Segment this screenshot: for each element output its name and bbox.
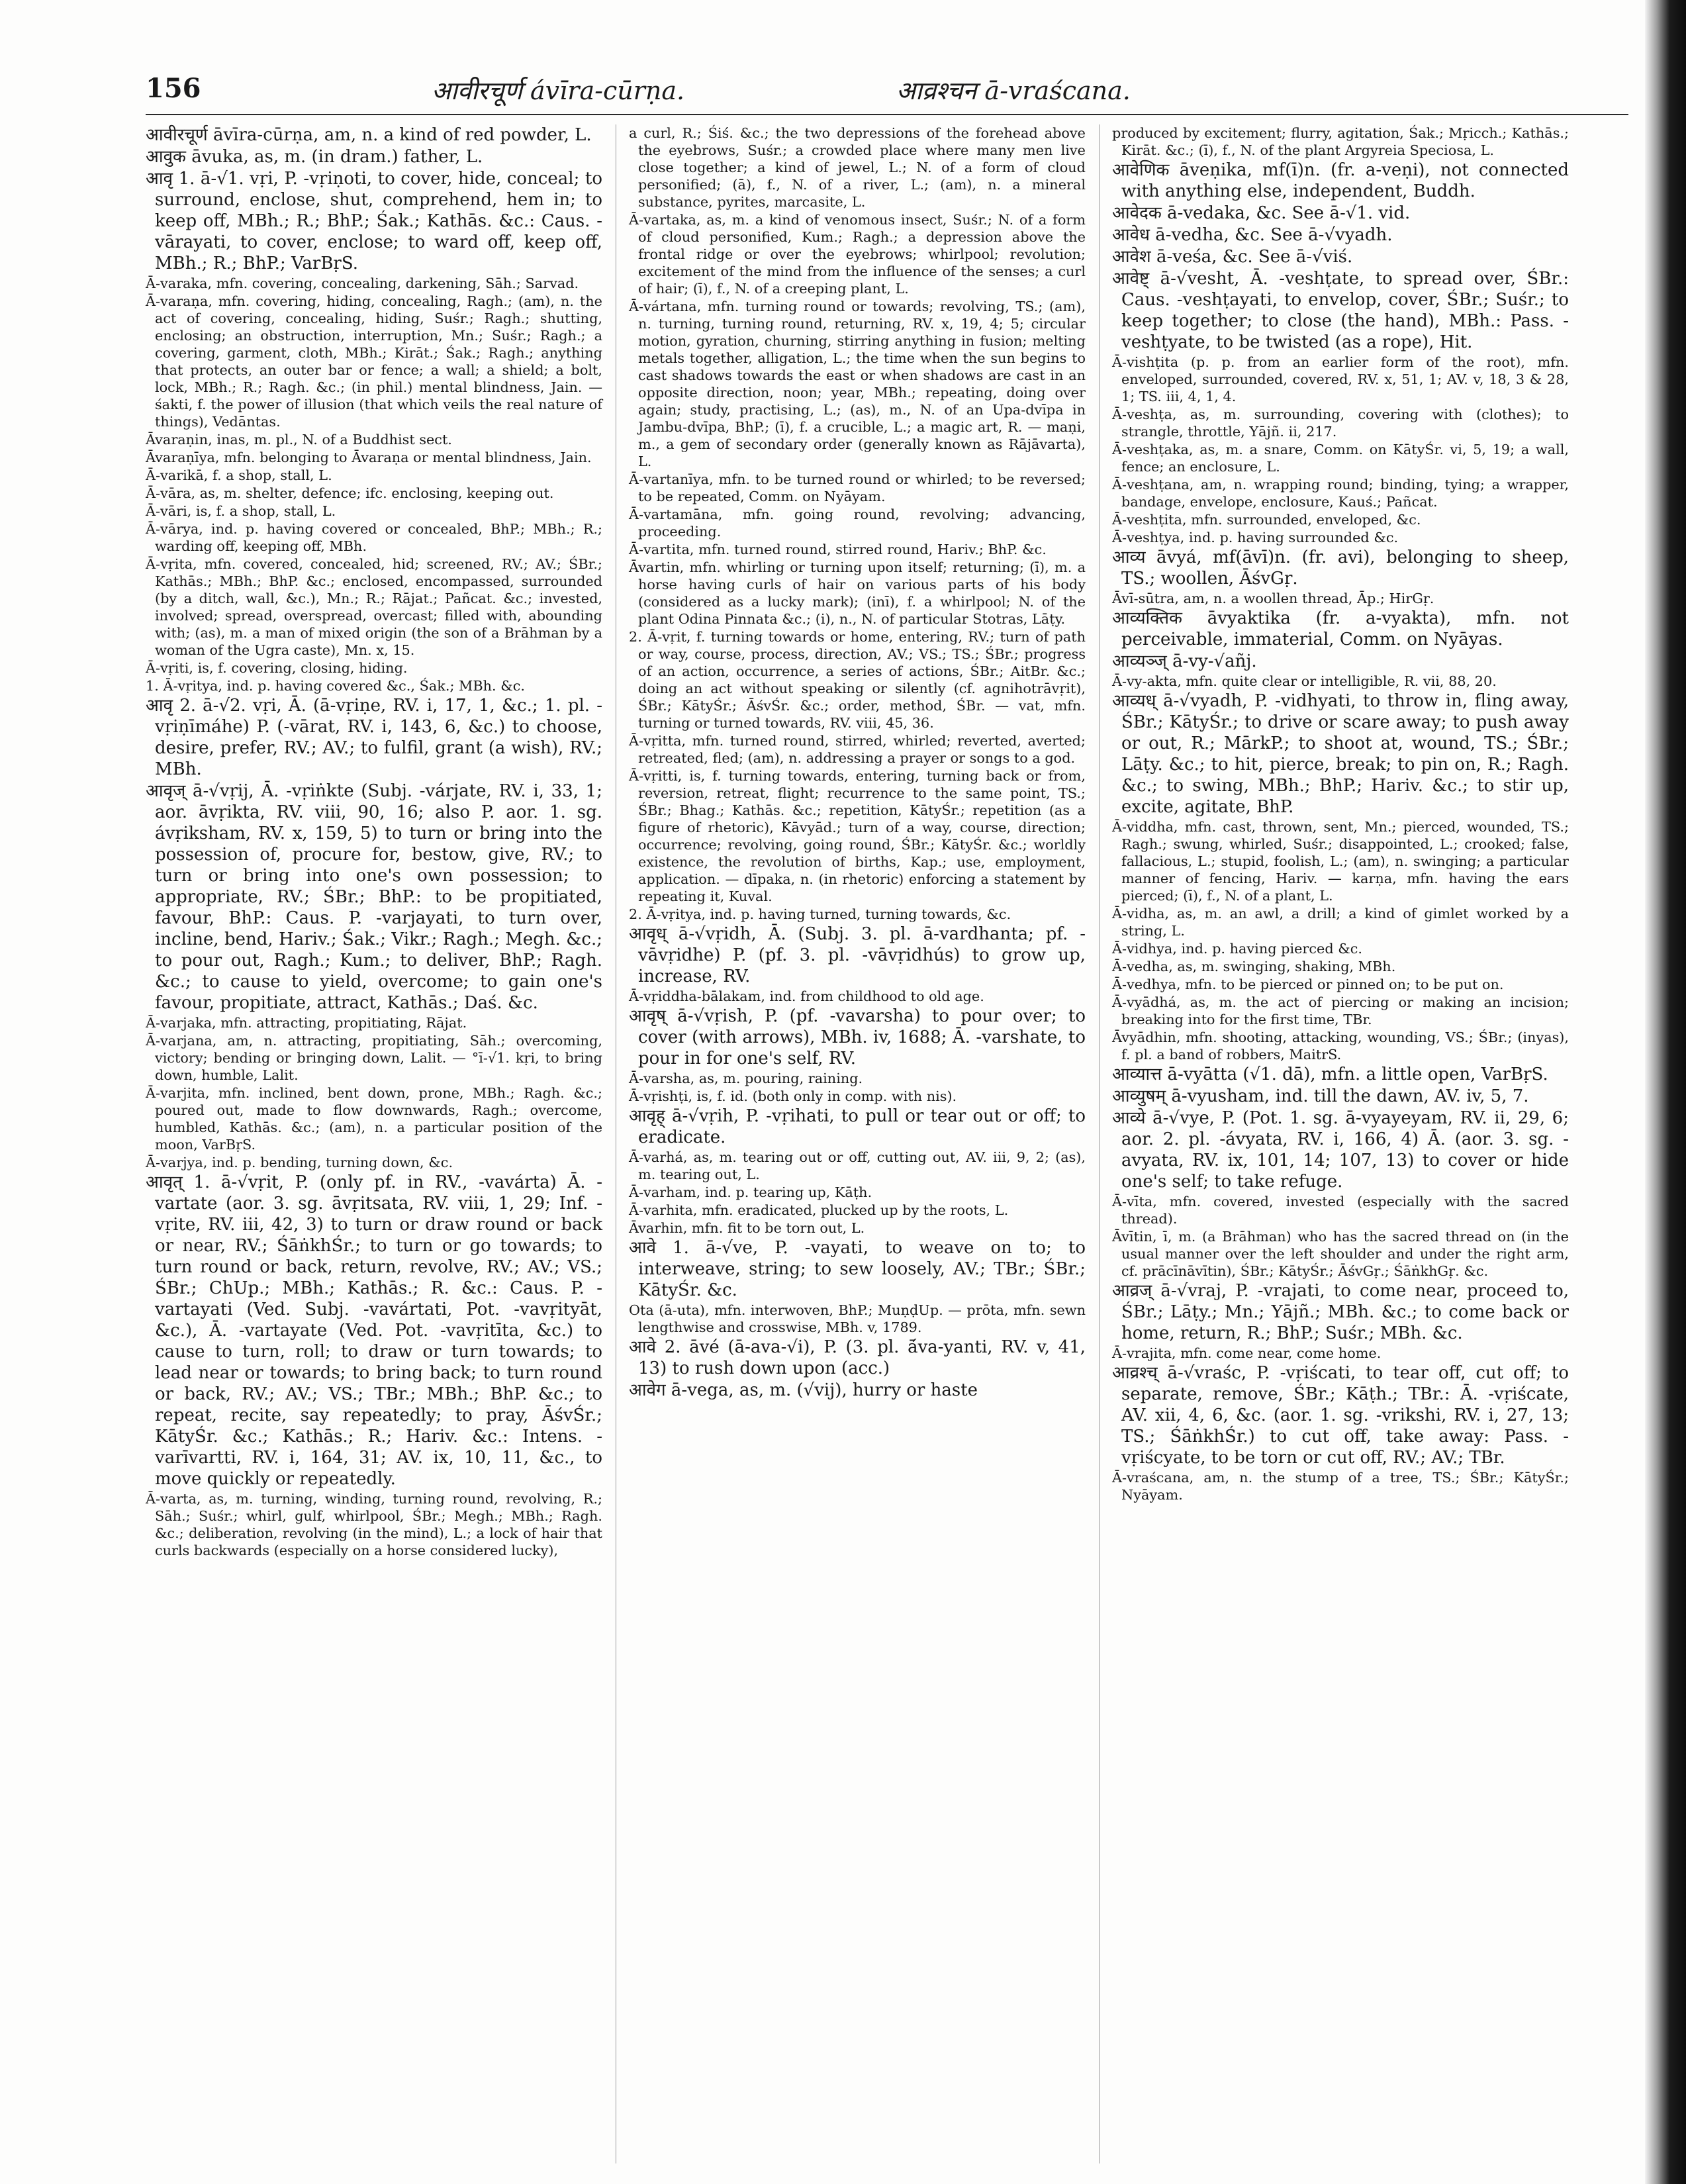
dictionary-entry: आवृध् ā-√vṛidh, Ā. (Subj. 3. pl. ā-vardhanta; pf. -vāvṛidhe) P. (pf. 3. pl. -vāvṛidhús) to grow up, increase, RV. (629, 924, 1086, 986)
dictionary-entry: Ā-varhá, as, m. tearing out or off, cutting out, AV. iii, 9, 2; (as), m. tearing out, L. (629, 1149, 1086, 1182)
dictionary-entry: Ā-vishṭita (p. p. from an earlier form of the root), mfn. enveloped, surrounded, covered, RV. x, 51, 1; AV. v, 18, 3 & 28, 1; TS. iii, 4, 1, 4. (1112, 354, 1569, 404)
dictionary-entry: आवीरचूर्ण āvīra-cūrṇa, am, n. a kind of red powder, L. (146, 125, 592, 145)
dictionary-entry: आवेणिक āveṇika, mf(ī)n. (fr. a-veṇi), not connected with anything else, independent, Buddh. (1112, 160, 1569, 201)
dictionary-entry: Ā-varsha, as, m. pouring, raining. (629, 1070, 863, 1086)
dictionary-entry: Ā-veshṭaka, as, m. a snare, Comm. on KātyŚr. vi, 5, 19; a wall, fence; an enclosure, L. (1112, 442, 1569, 475)
dictionary-entry: Ā-varjana, am, n. attracting, propitiating, Sāh.; overcoming, victory; bending or bringing down, Lalit. — °ī-√1. kṛi, to bring down, humble, Lalit. (146, 1033, 602, 1083)
dictionary-entry: Ā-varaka, mfn. covering, concealing, darkening, Sāh.; Sarvad. (146, 275, 579, 291)
dictionary-entry: Ā-vyādhá, as, m. the act of piercing or making an incision; breaking into for the first time, TBr. (1112, 994, 1569, 1027)
dictionary-entry: आवृ 2. ā-√2. vṛi, Ā. (ā-vṛiṇe, RV. i, 17, 1, &c.; 1. pl. -vṛiṇīmáhe) P. (-vārat, RV. i, 143, 6, &c.) to choose, desire, prefer, RV.; AV.; to fulfil, grant (a wish), RV.; MBh. (146, 696, 602, 779)
page-header (146, 73, 1602, 113)
dictionary-entry: आव्ये ā-√vye, P. (Pot. 1. sg. ā-vyayeyam, RV. ii, 29, 6; aor. 2. pl. -ávyata, RV. i, 166, 4) Ā. (aor. 3. sg. -avyata, RV. ix, 101, 14; 107, 13) to cover or hide one's self; to take refuge. (1112, 1108, 1569, 1192)
column-1 (146, 124, 602, 2170)
dictionary-entry: आव्रश्च् ā-√vraśc, P. -vṛiścati, to tear off, cut off; to separate, remove, ŚBr.; Kāṭh.; TBr.: Ā. -vṛiścate, AV. xii, 4, 6, &c. (aor. 1. sg. -vrikshi, RV. i, 27, 13; TS.; ŚāṅkhŚr.) to cut off, take away: Pass. -vṛiścyate, to be torn or cut off, RV.; AV.; TBr. (1112, 1363, 1569, 1468)
column-3 (1112, 124, 1569, 2170)
column-2 (629, 124, 1086, 2170)
dictionary-entry: Ā-vīta, mfn. covered, invested (especially with the sacred thread). (1112, 1194, 1569, 1227)
dictionary-entry: आवे 2. āvé (ā-ava-√i), P. (3. pl. ā́va-yanti, RV. v, 41, 13) to rush down upon (acc.) (629, 1337, 1086, 1378)
dictionary-entry: आवे 1. ā-√ve, P. -vayati, to weave on to; to interweave, string; to sew loosely, AV.; TBr.; ŚBr.; KātyŚr. &c. (629, 1238, 1086, 1300)
dictionary-entry: Āvartin, mfn. whirling or turning upon itself; returning; (ī), m. a horse having curls of hair on various parts of his body (considered as a lucky mark); (inī), f. a whirlpool; N. of the plant Odina Pinnata &c.; (i), n., N. of particular Stotras, Lāṭy. (629, 559, 1086, 627)
dictionary-entry: आव्यञ्ज् ā-vy-√añj. (1112, 651, 1257, 671)
header-last-word: आव्रश्चन ā-vraścana. (896, 76, 1131, 105)
dictionary-entry: Ā-veshṭita, mfn. surrounded, enveloped, &c. (1112, 512, 1421, 528)
dictionary-entry: आवृष् ā-√vṛish, P. (pf. -vavarsha) to pour over; to cover (with arrows), MBh. iv, 1688; Ā. -varshate, to pour in for one's self, RV. (629, 1006, 1086, 1068)
dictionary-entry: Ā-varham, ind. p. tearing up, Kāṭh. (629, 1184, 872, 1200)
dictionary-entry: Ā-vidhya, ind. p. having pierced &c. (1112, 941, 1363, 957)
dictionary-entry: produced by excitement; flurry, agitation, Śak.; Mṛicch.; Kathās.; Kirāt. &c.; (ī), f., N. of the plant Argyreia Speciosa, L. (1112, 125, 1569, 158)
dictionary-entry: Āvītin, ī, m. (a Brāhman) who has the sacred thread on (in the usual manner over the left shoulder and under the right arm, cf. prācīnāvītin), ŚBr.; KātyŚr.; ĀśvGṛ.; ŚāṅkhGṛ. &c. (1112, 1229, 1569, 1279)
dictionary-entry: Āvyādhin, mfn. shooting, attacking, wounding, VS.; ŚBr.; (inyas), f. pl. a band of robbers, MaitrS. (1112, 1029, 1569, 1063)
dictionary-entry: Ā-varjya, ind. p. bending, turning down, &c. (146, 1155, 453, 1170)
page-number: 156 (146, 73, 201, 104)
dictionary-entry: Ā-vidha, as, m. an awl, a drill; a kind of gimlet worked by a string, L. (1112, 906, 1569, 939)
dictionary-entry: Ā-varta, as, m. turning, winding, turning round, revolving, R.; Sāh.; Suśr.; whirl, gulf, whirlpool, ŚBr.; Megh.; MBh.; Ragh. &c.; deliberation, revolving (in the mind), L.; a lock of hair that curls backwards (especially on a horse considered lucky), (146, 1491, 602, 1558)
dictionary-entry: आवुक āvuka, as, m. (in dram.) father, L. (146, 147, 483, 167)
dictionary-entry: Ā-varhita, mfn. eradicated, plucked up by the roots, L. (629, 1202, 1009, 1218)
dictionary-entry: आवेदक ā-vedaka, &c. See ā-√1. vid. (1112, 203, 1411, 223)
dictionary-entry: Ā-vedhya, mfn. to be pierced or pinned on; to be put on. (1112, 976, 1504, 992)
dictionary-entry: Ā-vártana, mfn. turning round or towards; revolving, TS.; (am), n. turning, turning round, returning, RV. x, 19, 4; 5; circular motion, gyration, churning, stirring anything in fusion; melting metals together, alligation, L.; the time when the sun begins to cast shadows towards the east or when shadows are cast in an opposite direction, noon; year, MBh.; repeating, doing over again; study, practising, L.; (as), m., N. of an Upa-dvīpa in Jambu-dvīpa, BhP.; (ī), f. a crucible, L.; a magic art, R. — maṇi, m., a gem of secondary order (generally known as Rājāvarta), L. (629, 299, 1086, 469)
dictionary-entry: Ā-vārya, ind. p. having covered or concealed, BhP.; MBh.; R.; warding off, keeping off, MBh. (146, 521, 602, 554)
dictionary-entry: आवेग ā-vega, as, m. (√vij), hurry or haste (629, 1380, 978, 1400)
dictionary-entry: Ā-vāri, is, f. a shop, stall, L. (146, 503, 336, 519)
dictionary-entry: 2. Ā-vṛitya, ind. p. having turned, turning towards, &c. (629, 906, 1011, 922)
dictionary-entry: Ā-vrajita, mfn. come near, come home. (1112, 1345, 1382, 1361)
dictionary-entry: आव्यक्तिक āvyaktika (fr. a-vyakta), mfn. not perceivable, immaterial, Comm. on Nyāyas. (1112, 608, 1569, 649)
dictionary-entry: आवृह् ā-√vṛih, P. -vṛihati, to pull or tear out or off; to eradicate. (629, 1106, 1086, 1147)
dictionary-entry: Ā-vraścana, am, n. the stump of a tree, TS.; ŚBr.; KātyŚr.; Nyāyam. (1112, 1470, 1569, 1503)
dictionary-entry: Ā-varaṇa, mfn. covering, hiding, concealing, Ragh.; (am), n. the act of covering, concealing, hiding, Suśr.; Ragh.; shutting, enclosing; an obstruction, interruption, Mn.; Suśr.; Ragh.; a covering, garment, cloth, MBh.; Kirāt.; Śak.; Ragh.; anything that protects, an outer bar or fence; a wall; a shield; a bolt, lock, MBh.; R.; Ragh. &c.; (in phil.) mental blindness, Jain. — śakti, f. the power of illusion (that which veils the real nature of things), Vedāntas. (146, 293, 602, 430)
dictionary-entry: 1. Ā-vṛitya, ind. p. having covered &c., Śak.; MBh. &c. (146, 678, 526, 694)
dictionary-entry: Ā-veshṭana, am, n. wrapping round; binding, tying; a wrapper, bandage, envelope, enclosure, Kauś.; Pañcat. (1112, 477, 1569, 510)
dictionary-entry: Ā-veshṭa, as, m. surrounding, covering with (clothes); to strangle, throttle, Yājñ. ii, 217. (1112, 406, 1569, 440)
dictionary-entry: Ā-vṛita, mfn. covered, concealed, hid; screened, RV.; AV.; ŚBr.; Kathās.; MBh.; BhP. &c.; enclosed, encompassed, surrounded (by a ditch, wall, &c.), Mn.; R.; Rājat.; Pañcat. &c.; invested, involved; spread, overspread, overcast; filled with, abounding with; (as), m. a man of mixed origin (the son of a Brāhman by a woman of the Ugra caste), Mn. x, 15. (146, 556, 602, 658)
dictionary-entry: Āvī-sūtra, am, n. a woollen thread, Āp.; HirGṛ. (1112, 591, 1434, 606)
dictionary-entry: आवृत् 1. ā-√vṛit, P. (only pf. in RV., -vavárta) Ā. -vartate (aor. 3. sg. āvṛitsata, RV. viii, 1, 29; Inf. -vṛite, RV. iii, 42, 3) to turn or draw round or back or near, RV.; ŚāṅkhŚr.; to turn or go towards; to turn round or back, return, revolve, RV.; AV.; VS.; ŚBr.; ChUp.; MBh.; Kathās.; R. &c.: Caus. P. -vartayati (Ved. Subj. -vavártati, Pot. -vavṛityāt, &c.), Ā. -vartayate (Ved. Pot. -vavṛitīta, &c.) to cause to turn, roll; to draw or turn towards; to lead near or towards; to bring back; to turn round or back, RV.; AV.; VS.; TBr.; MBh.; BhP. &c.; to repeat, recite, say repeatedly; to pray, ĀśvŚr.; KātyŚr. &c.; Kathās.; R.; Hariv. &c.: Intens. -varīvartti, RV. i, 164, 31; AV. ix, 10, 11, &c., to move quickly or repeatedly. (146, 1172, 602, 1489)
dictionary-entry: Ā-varikā, f. a shop, stall, L. (146, 467, 332, 483)
dictionary-entry: Ā-vy-akta, mfn. quite clear or intelligible, R. vii, 88, 20. (1112, 673, 1497, 689)
dictionary-entry: आव्यध् ā-√vyadh, P. -vidhyati, to throw in, fling away, ŚBr.; KātyŚr.; to drive or scare away; to push away or out, R.; MārkP.; to shoot at, wound, TS.; ŚBr.; Lāṭy. &c.; to hit, pierce, break; to pin on, R.; Ragh. &c.; to swing, MBh.; BhP.; Hariv. &c.; to stir up, excite, agitate, BhP. (1112, 691, 1569, 817)
dictionary-entry: Ā-vartamāna, mfn. going round, revolving; advancing, proceeding. (629, 506, 1086, 540)
dictionary-entry: Ā-vedha, as, m. swinging, shaking, MBh. (1112, 959, 1396, 974)
dictionary-entry: आव्यात्त ā-vyātta (√1. dā), mfn. a little open, VarBṛS. (1112, 1065, 1548, 1084)
dictionary-entry: Ā-vṛishṭi, is, f. id. (both only in comp. with nis). (629, 1088, 957, 1104)
dictionary-entry: आव्युषम् ā-vyusham, ind. till the dawn, AV. iv, 5, 7. (1112, 1086, 1529, 1106)
dictionary-entry: Ota (ā-uta), mfn. interwoven, BhP.; MuṇḍUp. — prōta, mfn. sewn lengthwise and crosswise, MBh. v, 1789. (629, 1302, 1086, 1335)
dictionary-entry: a curl, R.; Śiś. &c.; the two depressions of the forehead above the eyebrows, Suśr.; a crowded place where many men live close together; a kind of jewel, L.; N. of a form of cloud personified; (ā), f., N. of a river, L.; (am), n. a mineral substance, pyrites, marcasite, L. (629, 125, 1086, 210)
header-first-word: आवीरचूर्ण ávīra-cūrṇa. (432, 76, 685, 105)
dictionary-entry: Ā-varjaka, mfn. attracting, propitiating, Rājat. (146, 1015, 467, 1031)
dictionary-entry: Ā-vartaka, as, m. a kind of venomous insect, Suśr.; N. of a form of cloud personified, Kum.; Ragh.; a depression above the frontal ridge or over the eyebrows; whirlpool; revolution; excitement of the mind from the influence of the senses; a curl of hair; (ī), f., N. of a creeping plant, L. (629, 212, 1086, 297)
dictionary-entry: Āvaraṇin, inas, m. pl., N. of a Buddhist sect. (146, 432, 452, 448)
dictionary-entry: आवेष्ट् ā-√vesht, Ā. -veshṭate, to spread over, ŚBr.: Caus. -veshṭayati, to envelop, cover, ŚBr.; Suśr.; to keep together; to close (the hand), MBh.: Pass. -veshṭyate, to be twisted (as a rope), Hit. (1112, 269, 1569, 352)
dictionary-entry: Ā-vṛiti, is, f. covering, closing, hiding. (146, 660, 408, 676)
dictionary-entry: Ā-vartita, mfn. turned round, stirred round, Hariv.; BhP. &c. (629, 542, 1047, 557)
dictionary-entry: आवेश ā-veśa, &c. See ā-√viś. (1112, 247, 1353, 267)
dictionary-entry: Ā-veshṭya, ind. p. having surrounded &c. (1112, 530, 1399, 546)
dictionary-entry: आव्य āvyá, mf(āvī)n. (fr. avi), belonging to sheep, TS.; woollen, ĀśvGṛ. (1112, 547, 1569, 589)
dictionary-entry: आवृ 1. ā-√1. vṛi, P. -vṛiṇoti, to cover, hide, conceal; to surround, enclose, shut, comprehend, hem in; to keep off, MBh.; R.; BhP.; Śak.; Kathās. &c.: Caus. -vārayati, to cover, enclose; to ward off, keep off, MBh.; R.; BhP.; VarBṛS. (146, 169, 602, 273)
dictionary-entry: आवेध ā-vedha, &c. See ā-√vyadh. (1112, 225, 1393, 245)
dictionary-entry: 2. Ā-vṛit, f. turning towards or home, entering, RV.; turn of path or way, course, process, direction, AV.; VS.; TS.; ŚBr.; progress of an action, occurrence, a series of actions, ŚBr.; AitBr. &c.; doing an act without speaking or silently (cf. agnihotrāvṛit), ŚBr.; KātyŚr.; ĀśvŚr. &c.; order, method, ŚBr. — vat, mfn. turning or turned towards, RV. viii, 45, 36. (629, 629, 1086, 731)
dictionary-entry: Āvarhin, mfn. fit to be torn out, L. (629, 1220, 865, 1236)
dictionary-entry: आव्रज् ā-√vraj, P. -vrajati, to come near, proceed to, ŚBr.; Lāṭy.; Mn.; Yājñ.; MBh. &c.; to come back or home, return, R.; BhP.; Suśr.; MBh. &c. (1112, 1281, 1569, 1343)
dictionary-entry: Ā-vāra, as, m. shelter, defence; ifc. enclosing, keeping out. (146, 485, 554, 501)
dictionary-entry: Ā-viddha, mfn. cast, thrown, sent, Mn.; pierced, wounded, TS.; Ragh.; swung, whirled, Suśr.; disappointed, L.; crooked; false, fallacious, L.; stupid, foolish, L.; (am), n. swinging; a particular manner of fencing, Hariv. — karṇa, mfn. having the ears pierced; (ī), f., N. of a plant, L. (1112, 819, 1569, 904)
column-divider-2 (1099, 124, 1100, 2163)
dictionary-entry: आवृज् ā-√vṛij, Ā. -vṛiṅkte (Subj. -várjate, RV. i, 33, 1; aor. āvṛikta, RV. viii, 90, 16; also P. aor. 1. sg. ávṛiksham, RV. x, 159, 5) to turn or bring into the possession of, procure for, bestow, give, RV.; to turn or bring into one's own possession; to appropriate, RV.; ŚBr.; BhP.: to be propitiated, favour, BhP.: Caus. P. -varjayati, to turn over, incline, bend, Hariv.; Śak.; Vikr.; Ragh.; Megh. &c.; to pour out, Ragh.; Kum.; to deliver, BhP.; Ragh. &c.; to cause to yield, overcome; to gain one's favour, propitiate, attract, Kathās.; Daś. &c. (146, 781, 602, 1013)
dictionary-entry: Ā-vṛiddha-bālakam, ind. from childhood to old age. (629, 988, 984, 1004)
scan-binding-shadow (1645, 0, 1686, 2184)
dictionary-entry: Ā-vartanīya, mfn. to be turned round or whirled; to be reversed; to be repeated, Comm. on Nyāyam. (629, 471, 1086, 504)
dictionary-entry: Ā-vṛitti, is, f. turning towards, entering, turning back or from, reversion, retreat, flight; recurrence to the same point, TS.; ŚBr.; Bhag.; Kathās. &c.; repetition, KātyŚr.; repetition (as a figure of rhetoric), Kāvyād.; turn of a way, course, direction; occurrence; revolving, going round, ŚBr.; KātyŚr. &c.; worldly existence, the revolution of births, Kap.; use, employment, application. — dīpaka, n. (in rhetoric) enforcing a statement by repeating it, Kuval. (629, 768, 1086, 904)
header-rule (146, 114, 1628, 115)
dictionary-entry: Ā-varjita, mfn. inclined, bent down, prone, MBh.; Ragh. &c.; poured out, made to flow downwards, Ragh.; overcome, humbled, Kathās. &c.; (am), n. a particular position of the moon, VarBṛS. (146, 1085, 602, 1153)
dictionary-entry: Āvaraṇīya, mfn. belonging to Āvaraṇa or mental blindness, Jain. (146, 450, 592, 465)
dictionary-entry: Ā-vṛitta, mfn. turned round, stirred, whirled; reverted, averted; retreated, fled; (am), n. addressing a prayer or songs to a god. (629, 733, 1086, 766)
